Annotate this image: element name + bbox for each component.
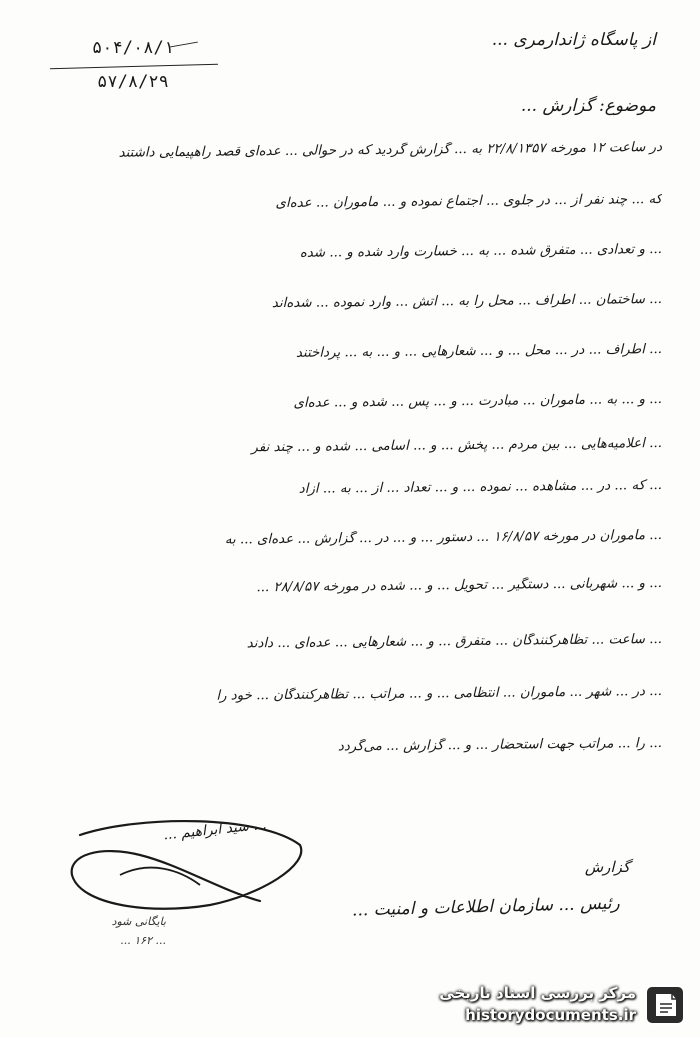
body-line: ... اعلامیه‌هایی ... بین مردم ... پخش ... و ... اسامی ... شده و ... چند نفر <box>251 436 663 456</box>
watermark-site: historydocuments.ir <box>465 1006 636 1024</box>
signatory-title: رئیس ... سازمان اطلاعات و امنیت ... <box>352 893 621 921</box>
reference-divider <box>50 64 218 69</box>
body-line: ... و ... شهربانی ... دستگیر ... تحویل ... و ... شده در مورخه ۲۸/۸/۵۷ ... <box>256 576 663 596</box>
body-line: ... و ... به ... ماموران ... مبادرت ... و ... پس ... شده و ... عده‌ای <box>293 392 663 411</box>
body-line: ... و تعدادی ... متفرق شده ... به ... خسارت وارد شده و ... شده <box>299 242 663 261</box>
body-line: ... ماموران در مورخه ۱۶/۸/۵۷ ... دستور ... و ... در ... گزارش ... عده‌ای ... به <box>224 528 663 548</box>
closing-word: گزارش <box>584 858 630 876</box>
body-line: ... ساعت ... تظاهرکنندگان ... متفرق ... و ... شعارهایی ... عده‌ای ... دادند <box>246 632 663 652</box>
document-logo-icon <box>642 982 688 1028</box>
letter-sender: از پاسگاه ژاندارمری ... <box>491 30 656 50</box>
body-line: ... در ... شهر ... ماموران ... انتظامی ... و ... مراتب ... تظاهرکنندگان ... خود را <box>216 684 663 704</box>
reference-date: ۵۷/۸/۲۹ <box>97 72 169 92</box>
body-line: ... ساختمان ... اطراف ... محل را به ... آتش ... وارد نموده ... شده‌اند <box>271 292 663 312</box>
margin-note: بایگانی شود <box>111 915 166 928</box>
body-line: که ... چند نفر از ... در جلوی ... اجتماع نموده و ... ماموران ... عده‌ای <box>275 192 663 212</box>
watermark-org: مرکز بررسی اسناد تاریخی <box>439 984 636 1002</box>
body-line: ... که ... در ... مشاهده ... نموده ... و ... تعداد ... از ... به ... آزاد <box>298 478 663 497</box>
letter-subject: موضوع: گزارش ... <box>520 96 656 116</box>
margin-notes <box>56 912 166 950</box>
signature-name: ... سید ابراهیم ... <box>162 816 268 844</box>
reference-number: ۵۰۴/۰۸/۱ <box>92 38 174 58</box>
body-line: در ساعت ۱۲ مورخه ۲۲/۸/۱۳۵۷ به ... گزارش گردید که در حوالی ... عده‌ای قصد راهپیمایی داشتند <box>118 140 663 161</box>
margin-note: ... ۱۶۲ ... <box>120 934 166 947</box>
body-line: ... را ... مراتب جهت استحضار ... و ... گزارش ... می‌گردد <box>337 736 663 755</box>
body-line: ... اطراف ... در ... محل ... و ... شعارهایی ... و ... به ... پرداختند <box>295 342 663 361</box>
